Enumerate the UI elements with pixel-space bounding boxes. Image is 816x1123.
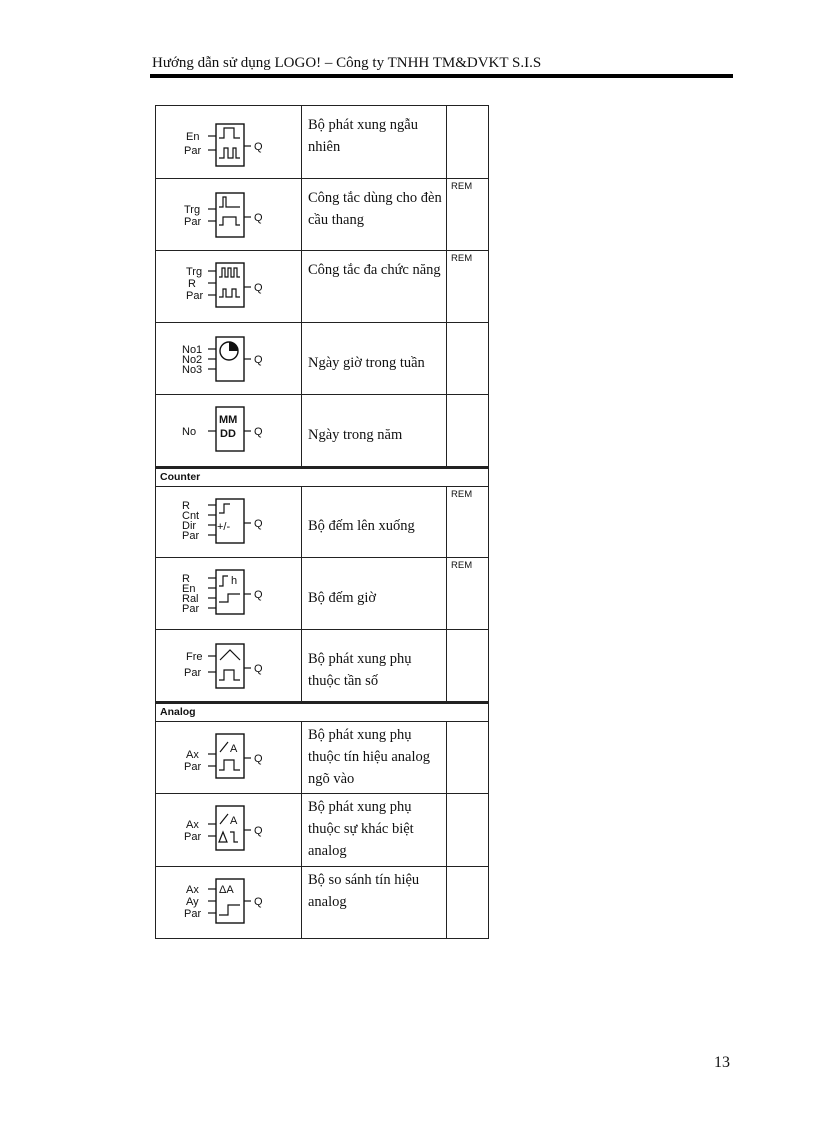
description-cell: Ngày giờ trong tuần bbox=[302, 323, 447, 394]
svg-text:R: R bbox=[188, 278, 196, 290]
rem-cell: REM bbox=[451, 181, 473, 192]
svg-text:Q: Q bbox=[254, 426, 263, 438]
rem-cell bbox=[447, 867, 488, 938]
svg-text:En: En bbox=[182, 583, 196, 595]
description-cell: Công tắc dùng cho đèn cầu thang bbox=[302, 179, 447, 250]
svg-text:Trg: Trg bbox=[186, 266, 203, 278]
svg-text:Fre: Fre bbox=[186, 651, 203, 663]
symbol-cell bbox=[156, 558, 302, 629]
svg-text:Ax: Ax bbox=[186, 819, 199, 831]
table-row bbox=[156, 867, 488, 939]
page-number: 13 bbox=[714, 1054, 730, 1071]
symbol-cell bbox=[156, 251, 302, 322]
page-header: Hướng dẫn sử dụng LOGO! – Công ty TNHH TM&DVKT S.I.S bbox=[152, 55, 542, 71]
yearly-timer-icon bbox=[156, 395, 301, 466]
svg-text:+/-: +/- bbox=[217, 521, 231, 533]
svg-text:No2: No2 bbox=[182, 354, 203, 366]
section-header-analog: Analog bbox=[156, 702, 488, 722]
description-cell: Bộ phát xung phụ thuộc tín hiệu analog ngõ vào bbox=[302, 722, 447, 793]
symbol-cell bbox=[156, 794, 302, 866]
symbol-cell bbox=[156, 630, 302, 701]
symbol-cell bbox=[156, 722, 302, 793]
svg-text:ΔA: ΔA bbox=[219, 884, 234, 896]
svg-text:Par: Par bbox=[184, 145, 202, 157]
svg-text:Q: Q bbox=[254, 589, 263, 601]
description-cell: Bộ so sánh tín hiệu analog bbox=[302, 867, 447, 938]
svg-text:Ax: Ax bbox=[186, 749, 199, 761]
description-cell: Bộ đếm giờ bbox=[302, 558, 447, 629]
table-row bbox=[156, 323, 488, 395]
svg-text:Par: Par bbox=[184, 216, 202, 228]
table-row bbox=[156, 105, 488, 179]
table-row bbox=[156, 251, 488, 323]
symbol-cell bbox=[156, 867, 302, 938]
description-cell: Bộ phát xung ngẫu nhiên bbox=[302, 106, 447, 178]
svg-text:Q: Q bbox=[254, 212, 263, 224]
svg-text:Q: Q bbox=[254, 753, 263, 765]
updown-counter-icon bbox=[156, 487, 301, 557]
svg-text:Par: Par bbox=[184, 667, 202, 679]
table-row bbox=[156, 558, 488, 630]
rem-cell bbox=[447, 630, 488, 701]
svg-text:Ax: Ax bbox=[186, 884, 199, 896]
rem-cell: REM bbox=[451, 253, 473, 264]
description-cell: Ngày trong năm bbox=[302, 395, 447, 466]
description-cell: Bộ phát xung phụ thuộc sự khác biệt analog bbox=[302, 794, 447, 866]
svg-text:R: R bbox=[182, 500, 190, 512]
section-header-counter: Counter bbox=[156, 467, 488, 487]
svg-text:Q: Q bbox=[254, 141, 263, 153]
svg-text:Q: Q bbox=[254, 825, 263, 837]
table-row bbox=[156, 487, 488, 558]
svg-text:DD: DD bbox=[220, 428, 236, 440]
svg-text:Par: Par bbox=[182, 603, 200, 615]
svg-text:Ay: Ay bbox=[186, 896, 199, 908]
svg-text:Q: Q bbox=[254, 663, 263, 675]
svg-text:Par: Par bbox=[184, 761, 202, 773]
symbol-cell bbox=[156, 323, 302, 394]
svg-text:Q: Q bbox=[254, 354, 263, 366]
rem-cell bbox=[447, 106, 488, 178]
svg-text:Par: Par bbox=[186, 290, 204, 302]
svg-text:Par: Par bbox=[184, 908, 202, 920]
symbol-cell bbox=[156, 395, 302, 466]
svg-text:h: h bbox=[231, 575, 238, 587]
symbol-cell bbox=[156, 179, 302, 250]
stairwell-switch-icon bbox=[156, 179, 301, 250]
svg-text:A: A bbox=[230, 743, 238, 755]
symbol-cell bbox=[156, 487, 302, 557]
svg-text:Par: Par bbox=[184, 831, 202, 843]
svg-text:R: R bbox=[182, 573, 190, 585]
svg-text:No: No bbox=[182, 426, 197, 438]
rem-cell bbox=[447, 395, 488, 466]
frequency-trigger-icon bbox=[156, 630, 301, 701]
svg-text:MM: MM bbox=[219, 414, 238, 426]
svg-text:Q: Q bbox=[254, 282, 263, 294]
analog-comparator-icon bbox=[156, 867, 301, 938]
table-row bbox=[156, 794, 488, 867]
rem-cell bbox=[447, 794, 488, 866]
table-row bbox=[156, 179, 488, 251]
svg-text:Q: Q bbox=[254, 518, 263, 530]
rem-cell bbox=[447, 323, 488, 394]
clock-icon bbox=[156, 323, 301, 394]
rem-cell bbox=[447, 722, 488, 793]
svg-text:Cnt: Cnt bbox=[182, 510, 200, 522]
function-block-table bbox=[155, 105, 489, 939]
svg-text:Ral: Ral bbox=[182, 593, 199, 605]
svg-text:En: En bbox=[186, 131, 200, 143]
header-rule bbox=[150, 74, 733, 78]
svg-text:No1: No1 bbox=[182, 344, 203, 356]
svg-text:Par: Par bbox=[182, 530, 200, 542]
multifunction-switch-icon bbox=[156, 251, 301, 322]
table-row bbox=[156, 722, 488, 794]
svg-text:Dir: Dir bbox=[182, 520, 197, 532]
svg-text:Trg: Trg bbox=[184, 204, 201, 216]
symbol-cell bbox=[156, 106, 302, 178]
description-cell: Bộ đếm lên xuống bbox=[302, 487, 447, 557]
svg-text:Q: Q bbox=[254, 896, 263, 908]
table-row bbox=[156, 395, 488, 467]
random-pulse-icon bbox=[156, 106, 301, 178]
svg-text:A: A bbox=[230, 815, 238, 827]
rem-cell: REM bbox=[451, 489, 473, 500]
description-cell: Công tắc đa chức năng bbox=[302, 251, 447, 322]
table-row bbox=[156, 630, 488, 702]
svg-text:No3: No3 bbox=[182, 364, 203, 376]
rem-cell: REM bbox=[451, 560, 473, 571]
analog-diff-trigger-icon bbox=[156, 794, 301, 866]
analog-trigger-icon bbox=[156, 722, 301, 793]
hours-counter-icon bbox=[156, 558, 301, 629]
description-cell: Bộ phát xung phụ thuộc tần số bbox=[302, 630, 447, 701]
